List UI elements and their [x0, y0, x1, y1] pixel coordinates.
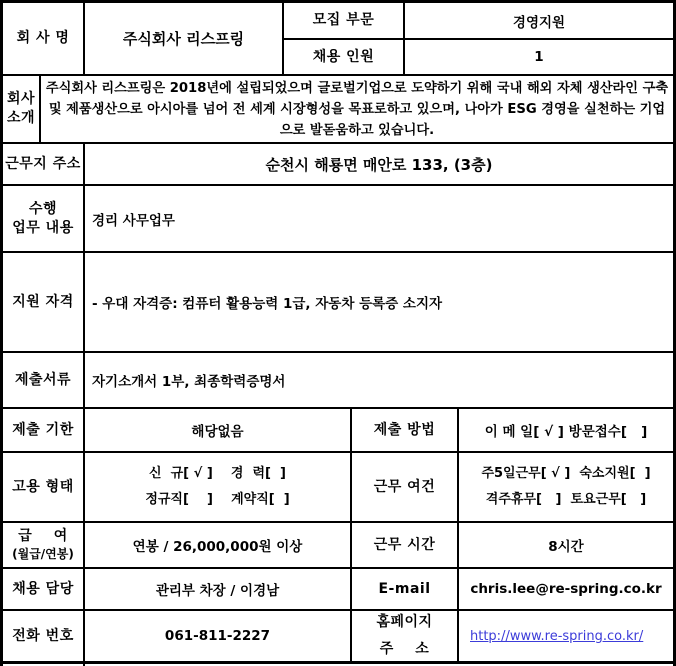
- email-label: E-mail: [352, 569, 459, 609]
- hire-count-row: [284, 40, 673, 74]
- row-documents: [3, 353, 673, 409]
- recruit-field-label: 모집 부문: [284, 3, 405, 38]
- conditions-line2: 격주휴무[ ] 토요근무[ ]: [485, 492, 647, 507]
- qualification-label: 지원 자격: [3, 253, 85, 351]
- conditions-line1: 주5일근무[ √ ] 숙소지원[ ]: [481, 466, 651, 481]
- duties-label-line2: 업무 내용: [12, 219, 74, 236]
- salary-label: [3, 523, 85, 567]
- row-workplace-address: [3, 144, 673, 186]
- salary-label-line2: (월급/연봉): [12, 547, 74, 562]
- duties-label-line1: 수행: [28, 200, 58, 217]
- phone-value: 061-811-2227: [85, 611, 352, 661]
- documents-value: 자기소개서 1부, 최종학력증명서: [92, 374, 286, 390]
- recruit-field-row: [284, 3, 673, 40]
- row-employment-conditions: [3, 453, 673, 523]
- row-company-intro: [3, 76, 673, 144]
- hours-label: 근무 시간: [352, 523, 459, 567]
- hire-count-label: 채용 인원: [284, 40, 405, 74]
- row-duties: [3, 186, 673, 253]
- homepage-label: [352, 611, 459, 661]
- row-phone-homepage: [3, 611, 673, 664]
- documents-label: 제출서류: [3, 353, 85, 407]
- homepage-value-cell: [459, 611, 673, 661]
- employment-line2: 정규직[ ] 계약직[ ]: [145, 492, 290, 507]
- recruiter-label: 채용 담당: [3, 569, 85, 609]
- homepage-link[interactable]: http://www.re-spring.co.kr/: [470, 628, 644, 644]
- qualification-value: - 우대 자격증: 컴퓨터 활용능력 1급, 자동차 등록증 소지자: [92, 296, 443, 312]
- deadline-label: 제출 기한: [3, 409, 85, 451]
- duties-value: 경리 사무업무: [92, 212, 175, 229]
- salary-label-line1: 급 여: [18, 528, 68, 545]
- homepage-label-line2: 주 소: [379, 641, 430, 657]
- conditions-label: 근무 여건: [352, 453, 459, 521]
- row-company: [3, 3, 673, 76]
- hire-count-value: 1: [534, 49, 544, 66]
- recruiter-value: 관리부 차장 / 이경남: [85, 569, 352, 609]
- company-name-label: 회 사 명: [3, 3, 85, 74]
- row-recruiter-email: [3, 569, 673, 611]
- method-label: 제출 방법: [352, 409, 459, 451]
- employment-label: 고용 형태: [3, 453, 85, 521]
- row-deadline-method: [3, 409, 673, 453]
- workplace-address-value: 순천시 해룡면 매안로 133, (3층): [265, 155, 493, 174]
- employment-value: [85, 453, 352, 521]
- recruit-field-value: 경영지원: [512, 14, 566, 31]
- duties-label: [3, 186, 85, 251]
- company-intro-text: 주식회사 리스프링은 2018년에 설립되었으며 글로벌기업으로 도약하기 위해 국내 해외 자체 생산라인 구축 및 제품생산으로 아시아를 넘어 전 세계 시장형성을 목표로하고 있으며, 나아가 ESG 경영을 실천하는 기업으로 발돋움하고 있습니다.: [45, 80, 669, 138]
- hours-value: 8시간: [548, 539, 584, 555]
- deadline-value: 해당없음: [85, 409, 352, 451]
- phone-label: 전화 번호: [3, 611, 85, 661]
- salary-value: 연봉 / 26,000,000원 이상: [85, 523, 352, 567]
- homepage-label-line1: 홈페이지: [376, 614, 433, 631]
- conditions-value: [459, 453, 673, 521]
- company-intro-label: 회사 소개: [3, 76, 41, 142]
- company-intro-value: [41, 76, 673, 142]
- email-value: chris.lee@re-spring.co.kr: [470, 581, 662, 597]
- company-name-value: 주식회사 리스프링: [85, 3, 284, 74]
- row-qualification: [3, 253, 673, 353]
- row-salary-hours: [3, 523, 673, 569]
- workplace-address-label: 근무지 주소: [3, 144, 85, 184]
- method-value: 이 메 일[ √ ] 방문접수[ ]: [484, 424, 648, 440]
- company-top-right: [284, 3, 673, 74]
- employment-line1: 신 규[ √ ] 경 력[ ]: [149, 466, 286, 481]
